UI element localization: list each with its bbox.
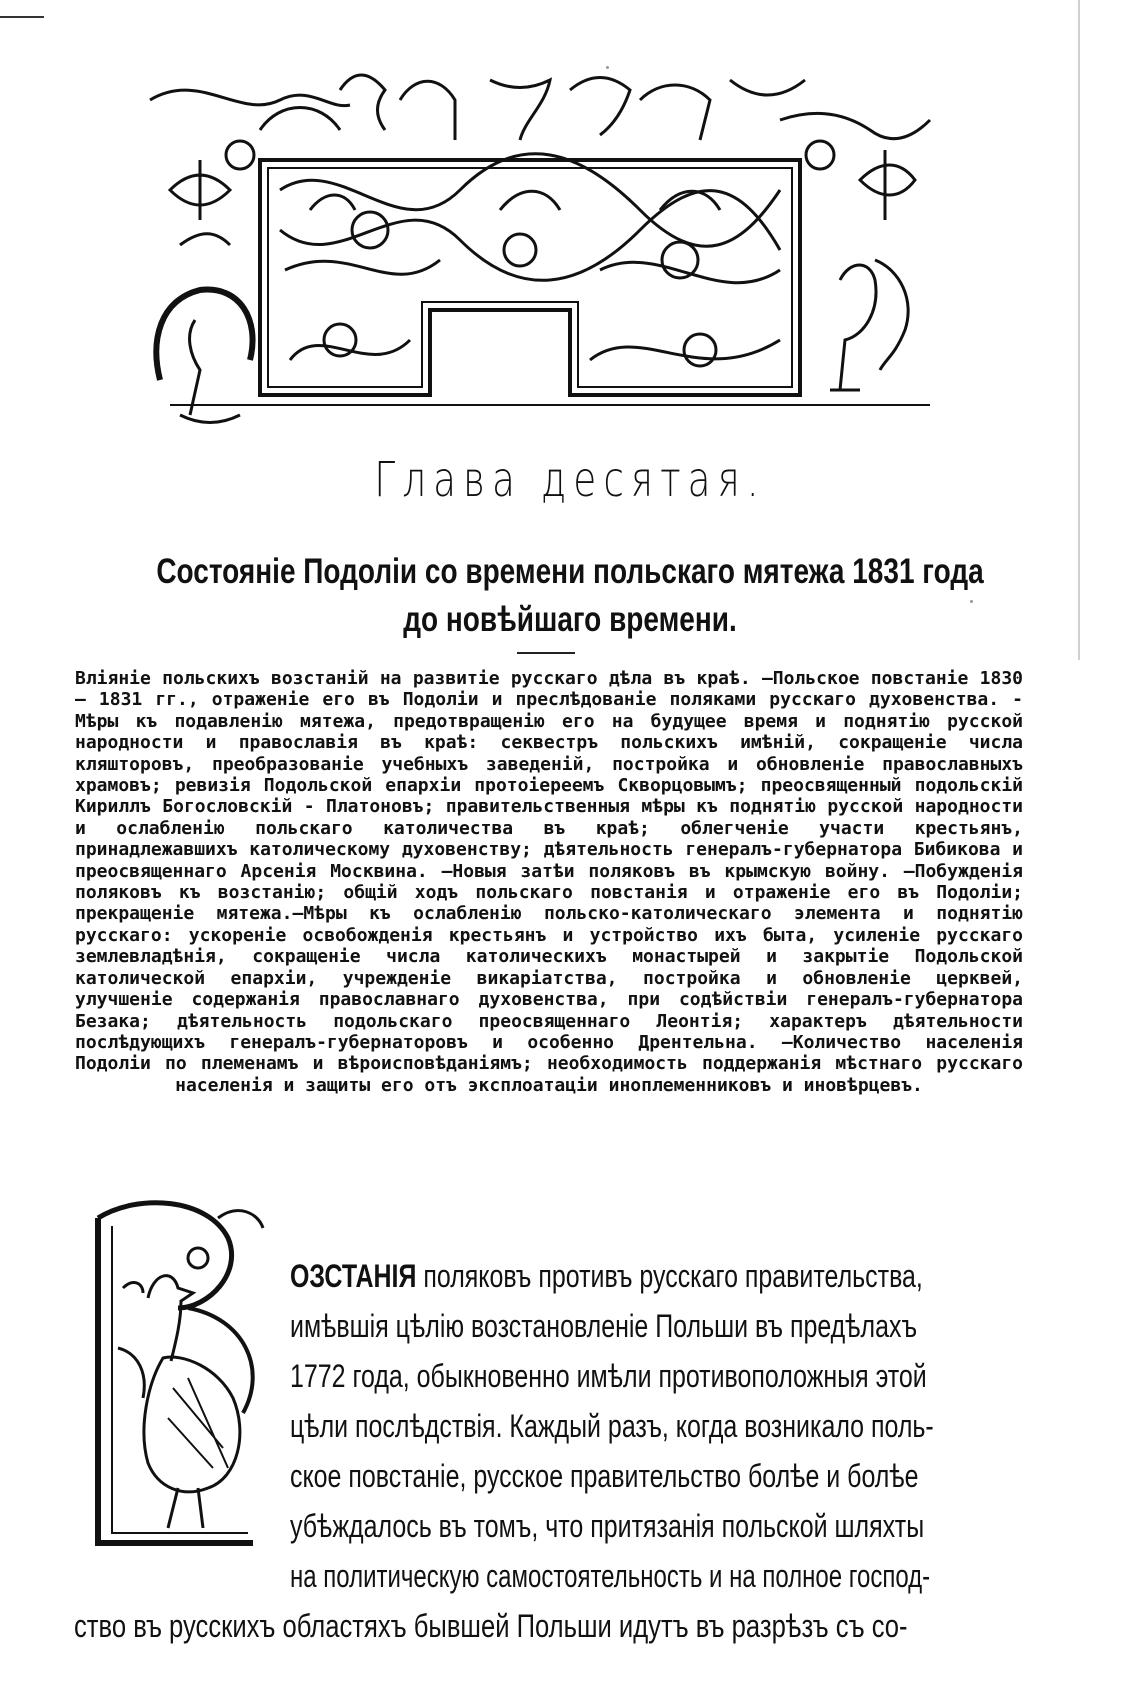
page-edge-line [1078, 0, 1080, 660]
ornamental-initial-v-icon [78, 1198, 276, 1556]
top-left-rule [0, 16, 44, 18]
chapter-title: Глава десятая. [374, 452, 766, 508]
body-line: ство въ русскихъ областяхъ бывшей Польши идутъ въ разрѣзъ съ со- [74, 1608, 908, 1644]
separator-rule [517, 652, 575, 654]
chapter-subtitle [146, 548, 994, 644]
body-line-rest: поляковъ противъ русскаго правительства, [416, 1258, 923, 1294]
body-line: ское повстаніе, русское правительство болѣе и болѣе [290, 1458, 919, 1494]
body-line: 1772 года, обыкновенно имѣли противоположныя этой [290, 1358, 927, 1394]
body-line: имѣвшія цѣлію возстановленіе Польши въ предѣлахъ [290, 1308, 918, 1344]
chapter-subtitle-line: до новѣйшаго времени. [403, 600, 737, 639]
chapter-subtitle-line: Состояніе Подоліи со времени польскаго мятежа 1831 года [156, 552, 984, 591]
interlace-ornament-icon [140, 60, 940, 440]
chapter-summary: Вліяніе польскихъ возстаній на развитіе русскаго дѣла въ краѣ. —Польское повстаніе 1830 — 1831 гг., отраженіе его въ Подоліи и преслѣдованіе поляками русскаго духовенства. - Мѣры къ подавленію мятежа, предотвращенію его на будущее время и поднятію русской народности и православія въ краѣ: секвестръ польскихъ имѣній, сокращеніе числа кляшторовъ, преобразованіе учебныхъ заведеній, постройка и обновленіе православныхъ храмовъ; ревизія Подольской епархіи протоіереемъ Скворцовымъ; преосвященный подольскій Кириллъ Богословскій - Платоновъ; правительственныя мѣры къ поднятію русской народности и ослабленію польскаго католичества въ краѣ; облегченіе участи крестьянъ, принадлежавшихъ католическому духовенству; дѣятельность генералъ-губернатора Бибикова и преосвященнаго Арсенія Москвина. —Новыя затѣи поляковъ въ крымскую войну. —Побужденія поляковъ къ возстанію; общій ходъ польскаго повстанія и отраженіе его въ Подоліи; прекращеніе мятежа.—Мѣры къ ослабленію польско-католическаго элемента и поднятію русскаго: ускореніе освобожденія крестьянъ и устройство ихъ быта, усиленіе русскаго землевладѣнія, сокращеніе числа католическихъ монастырей и закрытіе Подольской католической епархіи, учрежденіе викаріатства, постройка и обновленіе церквей, улучшеніе содержанія православнаго духовенства, при содѣйствіи генералъ-губернатора Безака; дѣятельность подольскаго преосвященнаго Леонтія; характеръ дѣятельности послѣдующихъ генералъ-губернаторовъ и особенно Дрентельна. —Количество населенія Подоліи по племенамъ и вѣроисповѣданіямъ; необходимость поддержанія мѣстнаго русскаго населенія и защиты его отъ эксплоатаціи иноплеменниковъ и иновѣрцевъ. [75, 668, 1023, 1096]
opening-word: ОЗСТАНІЯ [290, 1258, 417, 1294]
body-line [290, 1256, 923, 1296]
body-line: на политическую самостоятельность и на полное господ- [290, 1558, 931, 1594]
body-line: цѣли послѣдствія. Каждый разъ, когда возникало поль- [290, 1408, 934, 1444]
body-line: убѣждалось въ томъ, что притязанія польской шляхты [290, 1508, 925, 1544]
